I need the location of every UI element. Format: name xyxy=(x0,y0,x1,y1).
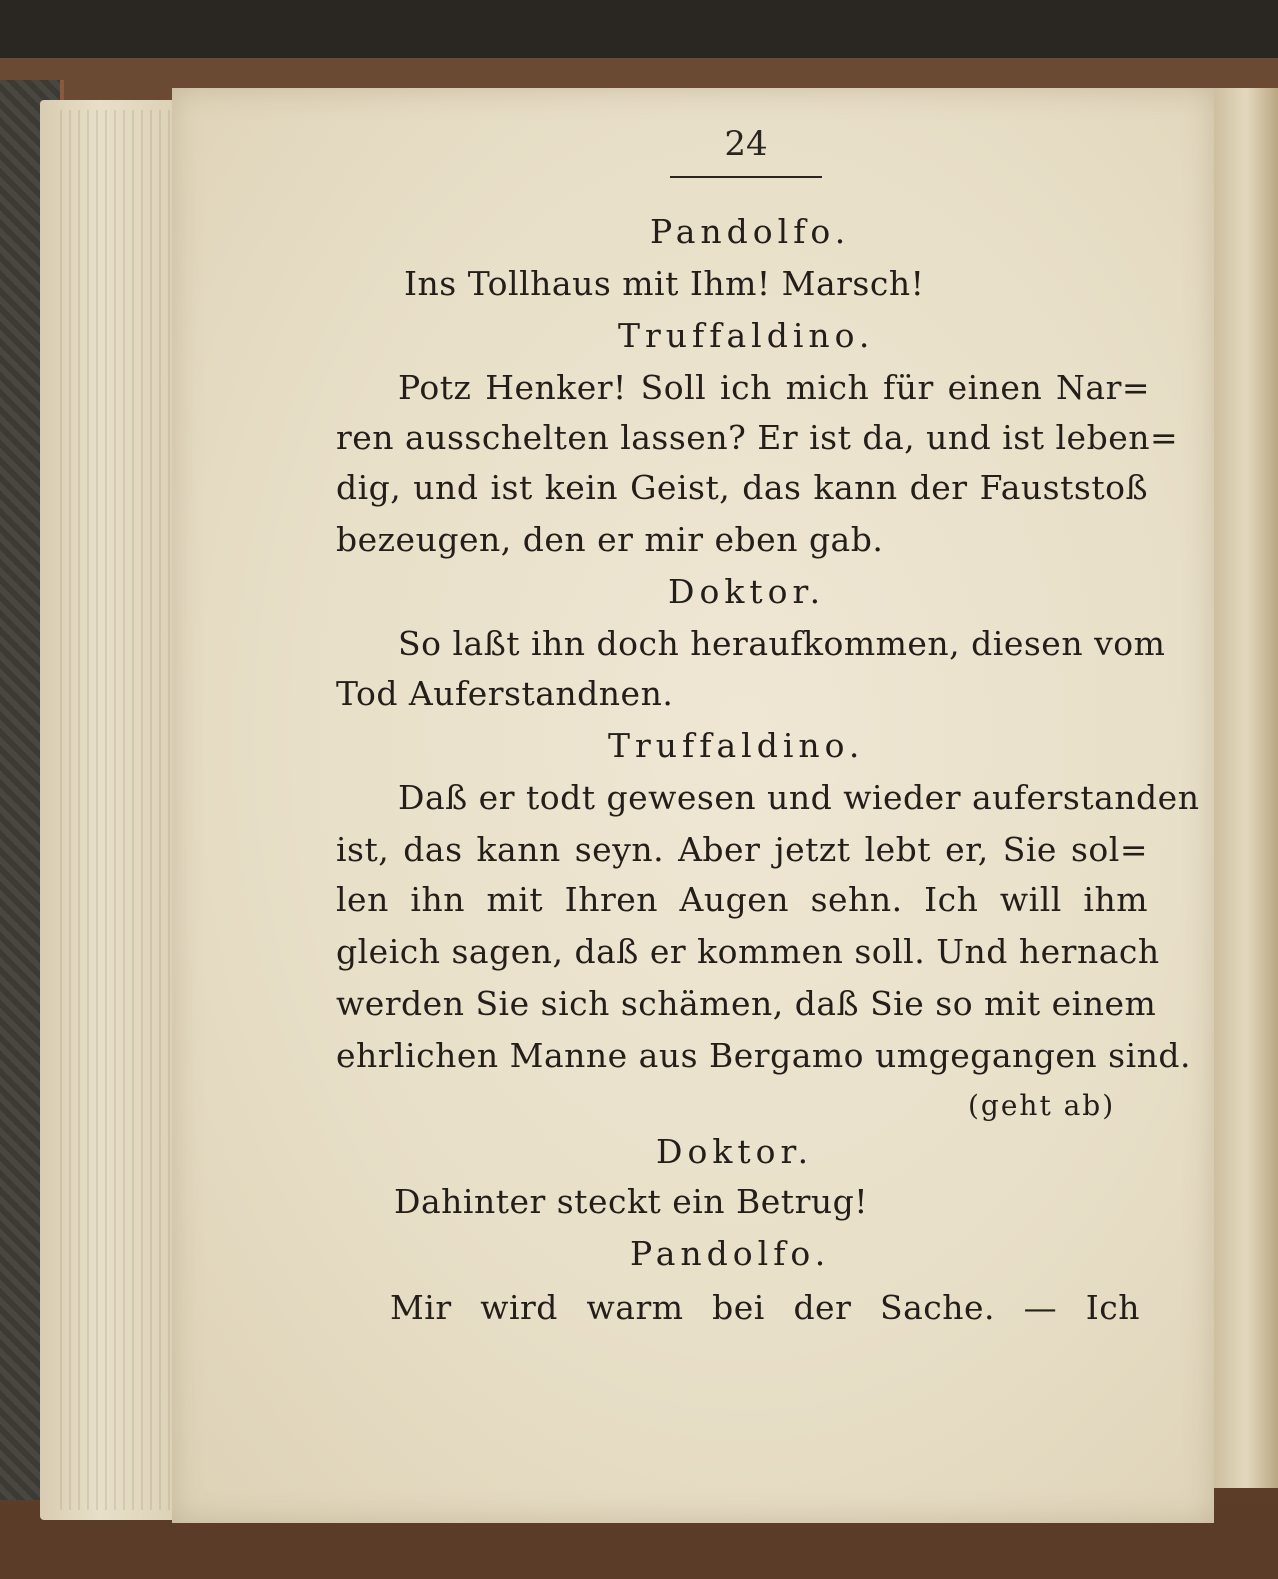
text-line: Ins Tollhaus mit Ihm! Marsch! xyxy=(404,264,925,303)
speaker-name: Pandolfo. xyxy=(650,212,851,251)
page-number-rule xyxy=(670,176,822,178)
text-line: ehrlichen Manne aus Bergamo umgegangen sind. xyxy=(336,1036,1192,1075)
left-page-stack xyxy=(40,100,190,1520)
text-line: Daß er todt gewesen und wieder auferstanden xyxy=(398,778,1200,817)
speaker-name: Doktor. xyxy=(668,572,826,611)
text-line: Tod Auferstandnen. xyxy=(336,674,674,713)
text-line: len ihn mit Ihren Augen sehn. Ich will ihm xyxy=(336,880,1148,919)
text-line: Dahinter steckt ein Betrug! xyxy=(394,1182,868,1221)
text-line: Mir wird warm bei der Sache. — Ich xyxy=(390,1288,1140,1327)
speaker-name: Doktor. xyxy=(656,1132,814,1171)
text-line: werden Sie sich schämen, daß Sie so mit einem xyxy=(336,984,1157,1023)
stage-direction: (geht ab) xyxy=(968,1089,1116,1122)
text-line: So laßt ihn doch heraufkommen, diesen vom xyxy=(398,624,1166,663)
text-line: ren ausschelten lassen? Er ist da, und ist leben= xyxy=(336,418,1179,457)
text-line: Potz Henker! Soll ich mich für einen Nar= xyxy=(398,368,1150,407)
speaker-name: Truffaldino. xyxy=(608,726,865,765)
text-line: bezeugen, den er mir eben gab. xyxy=(336,520,884,559)
speaker-name: Truffaldino. xyxy=(618,316,875,355)
text-line: ist, das kann seyn. Aber jetzt lebt er, Sie sol= xyxy=(336,830,1148,869)
page-number: 24 xyxy=(724,124,768,164)
right-page-edge xyxy=(1214,88,1278,1488)
text-line: dig, und ist kein Geist, das kann der Fauststoß xyxy=(336,468,1148,507)
text-line: gleich sagen, daß er kommen soll. Und hernach xyxy=(336,932,1160,971)
speaker-name: Pandolfo. xyxy=(630,1234,831,1273)
